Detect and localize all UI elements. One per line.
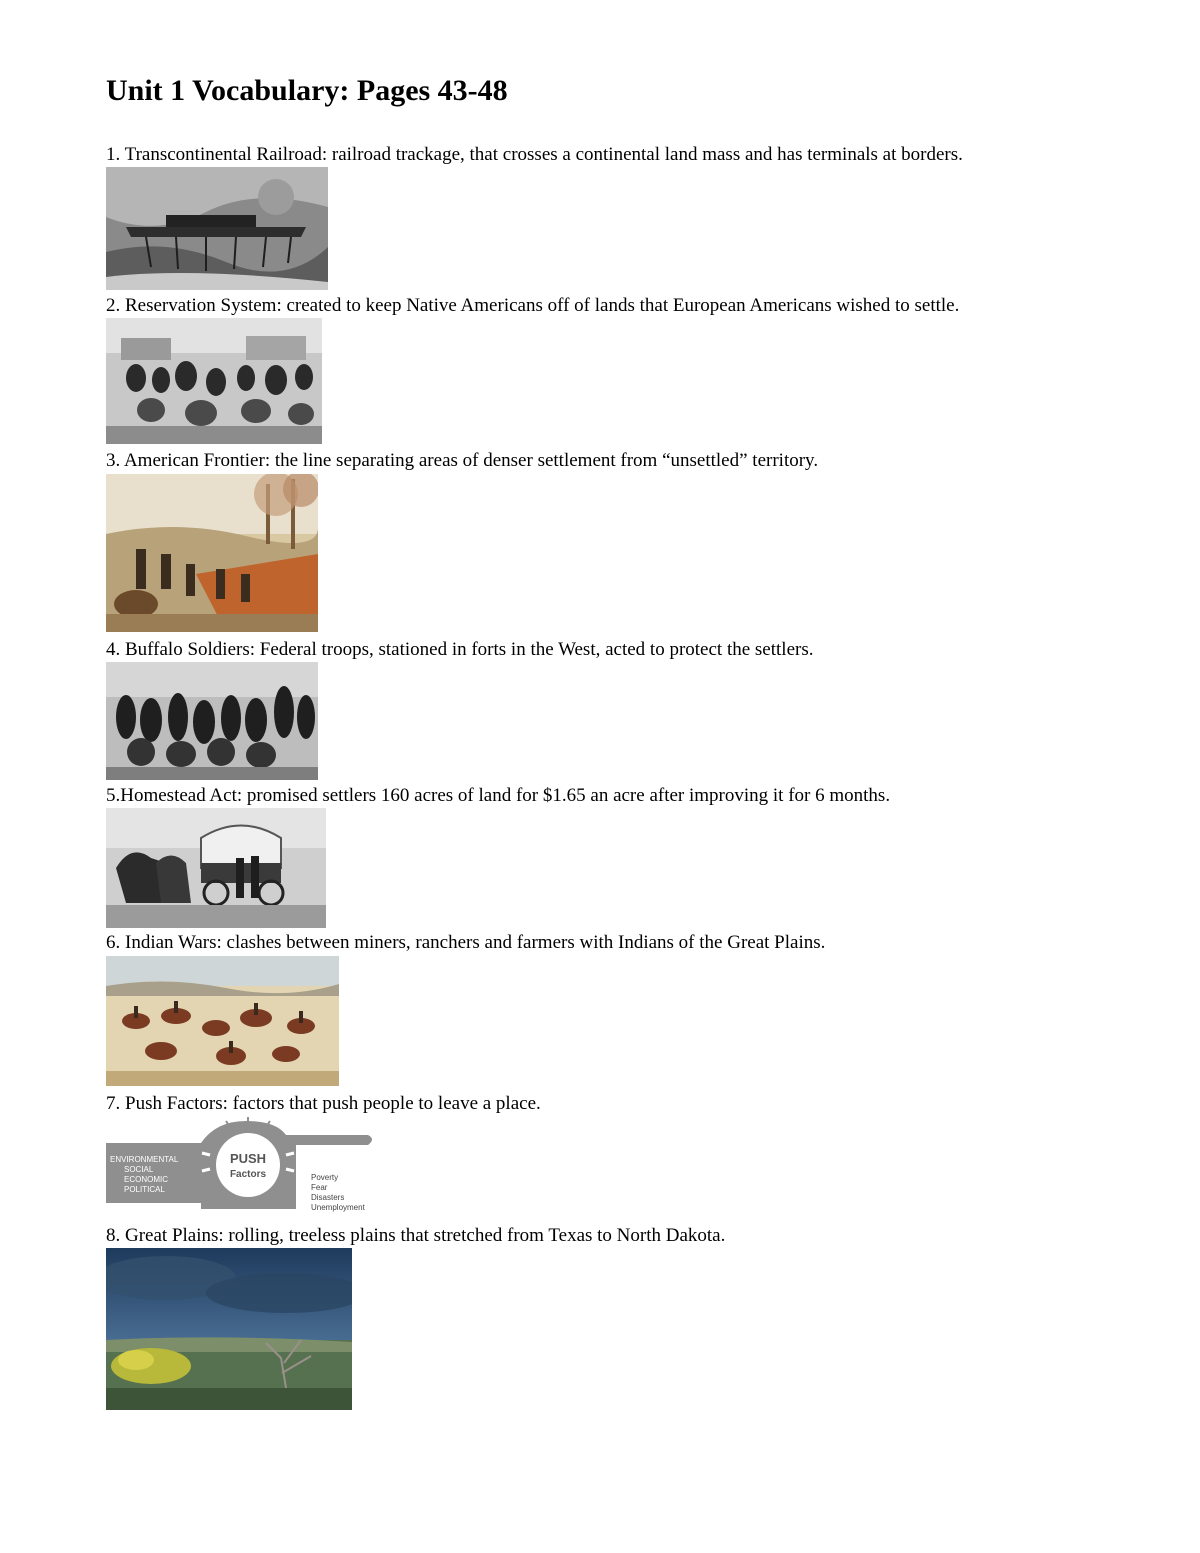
push-label-3: POLITICAL: [124, 1185, 165, 1194]
push-factors-graphic: [106, 1117, 376, 1215]
page-title: Unit 1 Vocabulary: Pages 43-48: [106, 74, 508, 107]
homestead-photo: [106, 808, 326, 928]
push-graphic-center-bottom: Factors: [229, 1169, 267, 1180]
vocab-entry-6: 6. Indian Wars: clashes between miners, ranchers and farmers with Indians of the Great Plains.: [106, 932, 826, 953]
vocab-entry-3: 3. American Frontier: the line separating areas of denser settlement from “unsettled” territory.: [106, 450, 819, 471]
push-item-1: Fear: [311, 1183, 328, 1192]
push-label-1: SOCIAL: [124, 1165, 154, 1174]
vocab-entry-7: 7. Push Factors: factors that push people to leave a place.: [106, 1093, 541, 1114]
push-item-0: Poverty: [311, 1173, 339, 1182]
buffalo-soldiers-photo: [106, 662, 318, 780]
push-item-3: Unemployment: [311, 1203, 365, 1212]
push-item-2: Disasters: [311, 1193, 345, 1202]
frontier-painting: [106, 474, 318, 632]
indian-wars-painting: [106, 956, 339, 1086]
reservation-photo: [106, 318, 322, 444]
vocab-entry-5: 5.Homestead Act: promised settlers 160 acres of land for $1.65 an acre after improving it for 6 months.: [106, 785, 891, 806]
push-graphic-center-top: PUSH: [229, 1151, 267, 1166]
great-plains-photo: [106, 1248, 352, 1410]
push-label-0: ENVIRONMENTAL: [110, 1155, 179, 1164]
push-leave-heading: LEAVE: [328, 1152, 354, 1161]
document-page: [106, 0, 1106, 1553]
vocab-entry-1: 1. Transcontinental Railroad: railroad trackage, that crosses a continental land mass and has terminals at borders.: [106, 144, 963, 165]
railroad-photo: [106, 167, 328, 290]
vocab-entry-2: 2. Reservation System: created to keep Native Americans off of lands that European Americans wished to settle.: [106, 295, 960, 316]
vocab-entry-8: 8. Great Plains: rolling, treeless plains that stretched from Texas to North Dakota.: [106, 1225, 726, 1246]
vocab-entry-4: 4. Buffalo Soldiers: Federal troops, stationed in forts in the West, acted to protect the settlers.: [106, 639, 814, 660]
push-label-2: ECONOMIC: [124, 1175, 168, 1184]
